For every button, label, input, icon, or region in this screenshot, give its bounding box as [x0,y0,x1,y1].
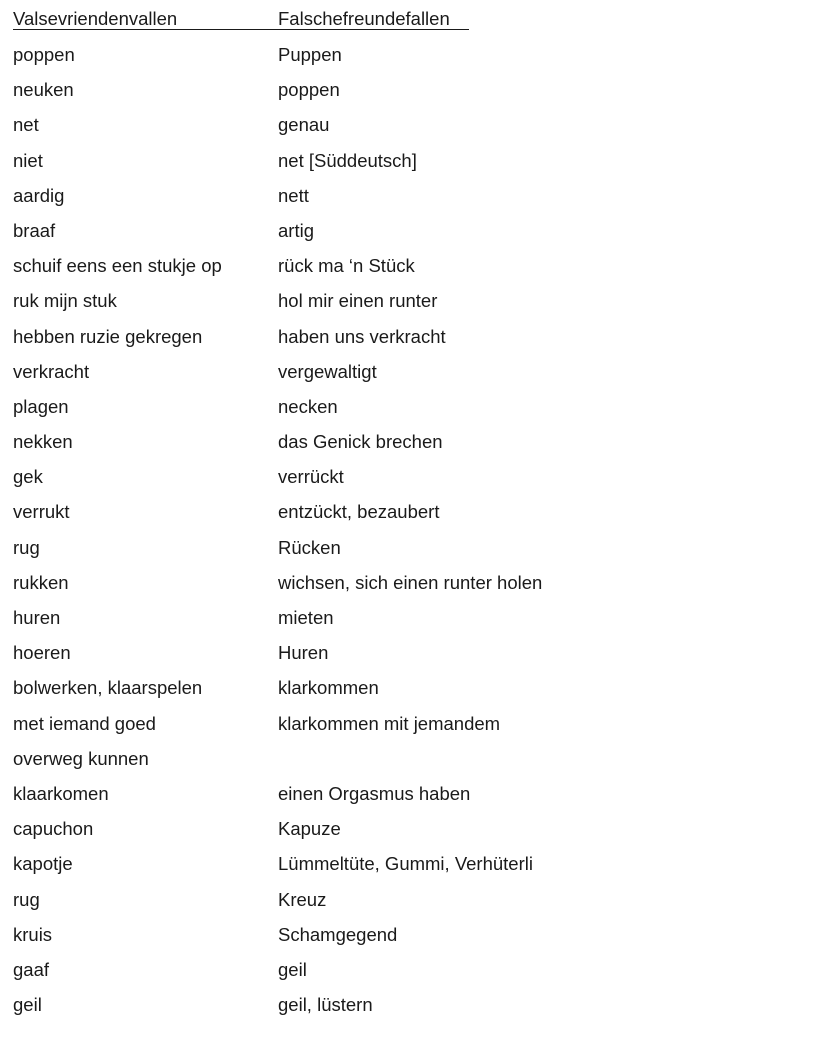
german-word: wichsen, sich einen runter holen [278,571,543,593]
german-word: entzückt, bezaubert [278,501,440,523]
table-row [13,882,573,917]
german-word: genau [278,114,330,136]
table-row [13,143,573,178]
table-row [13,635,573,670]
header-dutch: Valsevriendenvallen [13,8,178,29]
dutch-word: verkracht [13,360,90,382]
table-row [13,107,573,142]
dutch-word: kruis [13,923,53,945]
dutch-word: rug [13,888,40,910]
dutch-word: neuken [13,79,74,101]
german-word: rück ma ‘n Stück [278,255,415,277]
table-row [13,917,573,952]
header-german: Falschefreundefallen [278,8,450,29]
german-word: Lümmeltüte, Gummi, Verhüterli [278,853,533,875]
dutch-word: aardig [13,184,65,206]
dutch-word: net [13,114,39,136]
dutch-word: schuif eens een stukje op [13,255,222,277]
german-word: net [Süddeutsch] [278,149,417,171]
dutch-word: poppen [13,44,75,65]
dutch-word: rukken [13,571,69,593]
dutch-word: overweg kunnen [13,747,149,769]
document [13,7,573,1016]
dutch-word: hoeren [13,642,71,664]
dutch-word: nekken [13,431,73,453]
dutch-word: niet [13,149,43,171]
dutch-word: geil [13,994,42,1016]
german-word: Schamgegend [278,923,398,945]
table-row [13,37,573,72]
dutch-word: braaf [13,219,56,241]
table-row [13,670,573,705]
german-word: Kapuze [278,818,341,840]
table-row [13,319,573,354]
table-row [13,952,573,987]
german-word: klarkommen [278,677,379,699]
german-word: geil [278,958,307,980]
dutch-word: hebben ruzie gekregen [13,325,203,347]
dutch-word: gaaf [13,958,50,980]
table-row [13,846,573,881]
german-word: das Genick brechen [278,431,443,453]
dutch-word: verrukt [13,501,70,523]
german-word: Puppen [278,44,342,65]
dutch-word: gek [13,466,43,488]
dutch-word: ruk mijn stuk [13,290,117,312]
table-row [13,459,573,494]
german-word: poppen [278,79,340,101]
table-header [13,7,573,31]
german-word: hol mir einen runter [278,290,438,312]
german-word: Huren [278,642,329,664]
german-word: verrückt [278,466,344,488]
dutch-word: met iemand goed [13,712,156,734]
dutch-word: huren [13,607,61,628]
table-row [13,424,573,459]
dutch-word: kapotje [13,853,73,875]
german-word: einen Orgasmus haben [278,782,471,804]
table-row [13,248,573,283]
german-word: Rücken [278,536,341,558]
header-underline [13,29,469,30]
table-row [13,283,573,318]
table-row [13,530,573,565]
table-row [13,811,573,846]
dutch-word: plagen [13,395,69,417]
german-word: mieten [278,607,334,628]
table-row [13,494,573,529]
german-word: vergewaltigt [278,360,377,382]
table-row [13,389,573,424]
table-row [13,987,573,1022]
table-row [13,354,573,389]
dutch-word: klaarkomen [13,782,109,804]
table-row [13,706,573,741]
table-row [13,72,573,107]
german-word: Kreuz [278,888,327,910]
table-row [13,600,573,635]
dutch-word: capuchon [13,818,94,840]
table-row [13,213,573,248]
table-row [13,741,573,776]
table-row [13,565,573,600]
word-list [13,37,573,1022]
dutch-word: rug [13,536,40,558]
german-word: geil, lüstern [278,994,373,1016]
german-word: nett [278,184,309,206]
table-row [13,776,573,811]
dutch-word: bolwerken, klaarspelen [13,677,203,699]
german-word: haben uns verkracht [278,325,446,347]
german-word: necken [278,395,338,417]
german-word: klarkommen mit jemandem [278,712,501,734]
german-word: artig [278,219,314,241]
table-row [13,178,573,213]
